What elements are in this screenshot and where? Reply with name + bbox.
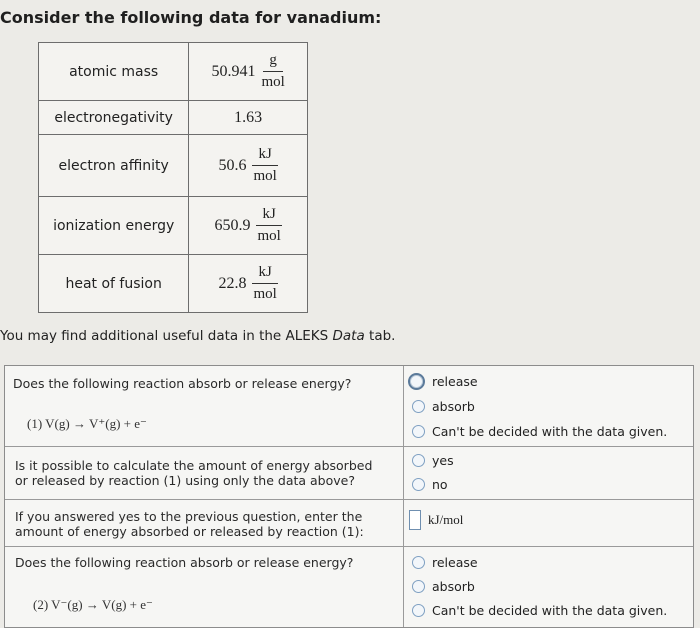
property-name: electronegativity xyxy=(39,101,189,135)
question-panel xyxy=(4,365,694,628)
property-name: ionization energy xyxy=(39,197,189,255)
radio-button[interactable] xyxy=(412,454,425,467)
property-name: heat of fusion xyxy=(39,255,189,313)
unit-fraction: $\frac{g}{\text{mol}}$ xyxy=(261,52,285,90)
property-name: electron affinity xyxy=(39,135,189,197)
unit-fraction: $\frac{kJ}{\text{mol}}$ xyxy=(253,264,277,302)
q1-option-release[interactable]: release xyxy=(408,373,478,390)
q4-option-absorb[interactable]: absorb xyxy=(412,579,475,594)
energy-answer-input[interactable] xyxy=(409,510,421,530)
data-tab-link[interactable]: Data xyxy=(332,328,365,344)
q2-option-yes[interactable]: yes xyxy=(412,453,454,468)
unit-fraction: $\frac{kJ}{\text{mol}}$ xyxy=(257,206,281,244)
property-value: 650.9 xyxy=(214,216,251,234)
table-row xyxy=(39,135,308,197)
table-row xyxy=(39,101,308,135)
property-value: 22.8 xyxy=(218,274,247,292)
row-divider xyxy=(5,546,693,547)
q4-prompt: Does the following reaction absorb or release energy? xyxy=(15,555,354,570)
vanadium-data-table xyxy=(38,42,308,313)
q3-answer: kJ/mol xyxy=(409,510,463,530)
q3-prompt: If you answered yes to the previous question, enter the amount of energy absorbed or released by reaction (1): xyxy=(15,509,364,539)
radio-button[interactable] xyxy=(412,604,425,617)
row-divider xyxy=(5,446,693,447)
table-row xyxy=(39,43,308,101)
radio-button[interactable] xyxy=(412,478,425,491)
property-name: atomic mass xyxy=(39,43,189,101)
table-row xyxy=(39,197,308,255)
column-divider xyxy=(403,366,404,627)
radio-button[interactable] xyxy=(412,580,425,593)
property-value: 50.6 xyxy=(218,156,247,174)
q2-prompt: Is it possible to calculate the amount of energy absorbed or released by reaction (1) using only the data above? xyxy=(15,458,373,488)
q1-option-absorb[interactable]: absorb xyxy=(412,399,475,414)
radio-button[interactable] xyxy=(412,425,425,438)
q1-reaction: (1) V(g) → V⁺(g) + e⁻ xyxy=(27,416,147,431)
page-heading: Consider the following data for vanadium: xyxy=(0,8,382,27)
q4-option-cant-decide[interactable]: Can't be decided with the data given. xyxy=(412,603,667,618)
radio-button[interactable] xyxy=(412,556,425,569)
q1-option-cant-decide[interactable]: Can't be decided with the data given. xyxy=(412,424,667,439)
unit-fraction: $\frac{kJ}{\text{mol}}$ xyxy=(253,146,277,184)
radio-button[interactable] xyxy=(412,400,425,413)
q1-prompt: Does the following reaction absorb or release energy? xyxy=(13,376,352,391)
property-value: 50.941 xyxy=(211,62,256,80)
radio-button-selected[interactable] xyxy=(408,373,425,390)
q4-reaction: (2) V⁻(g) → V(g) + e⁻ xyxy=(33,597,153,612)
property-value: 1.63 xyxy=(234,108,263,126)
table-row xyxy=(39,255,308,313)
aleks-data-note: You may find additional useful data in the ALEKS Data tab. xyxy=(0,328,396,344)
row-divider xyxy=(5,499,693,500)
q2-option-no[interactable]: no xyxy=(412,477,448,492)
q4-option-release[interactable]: release xyxy=(412,555,478,570)
